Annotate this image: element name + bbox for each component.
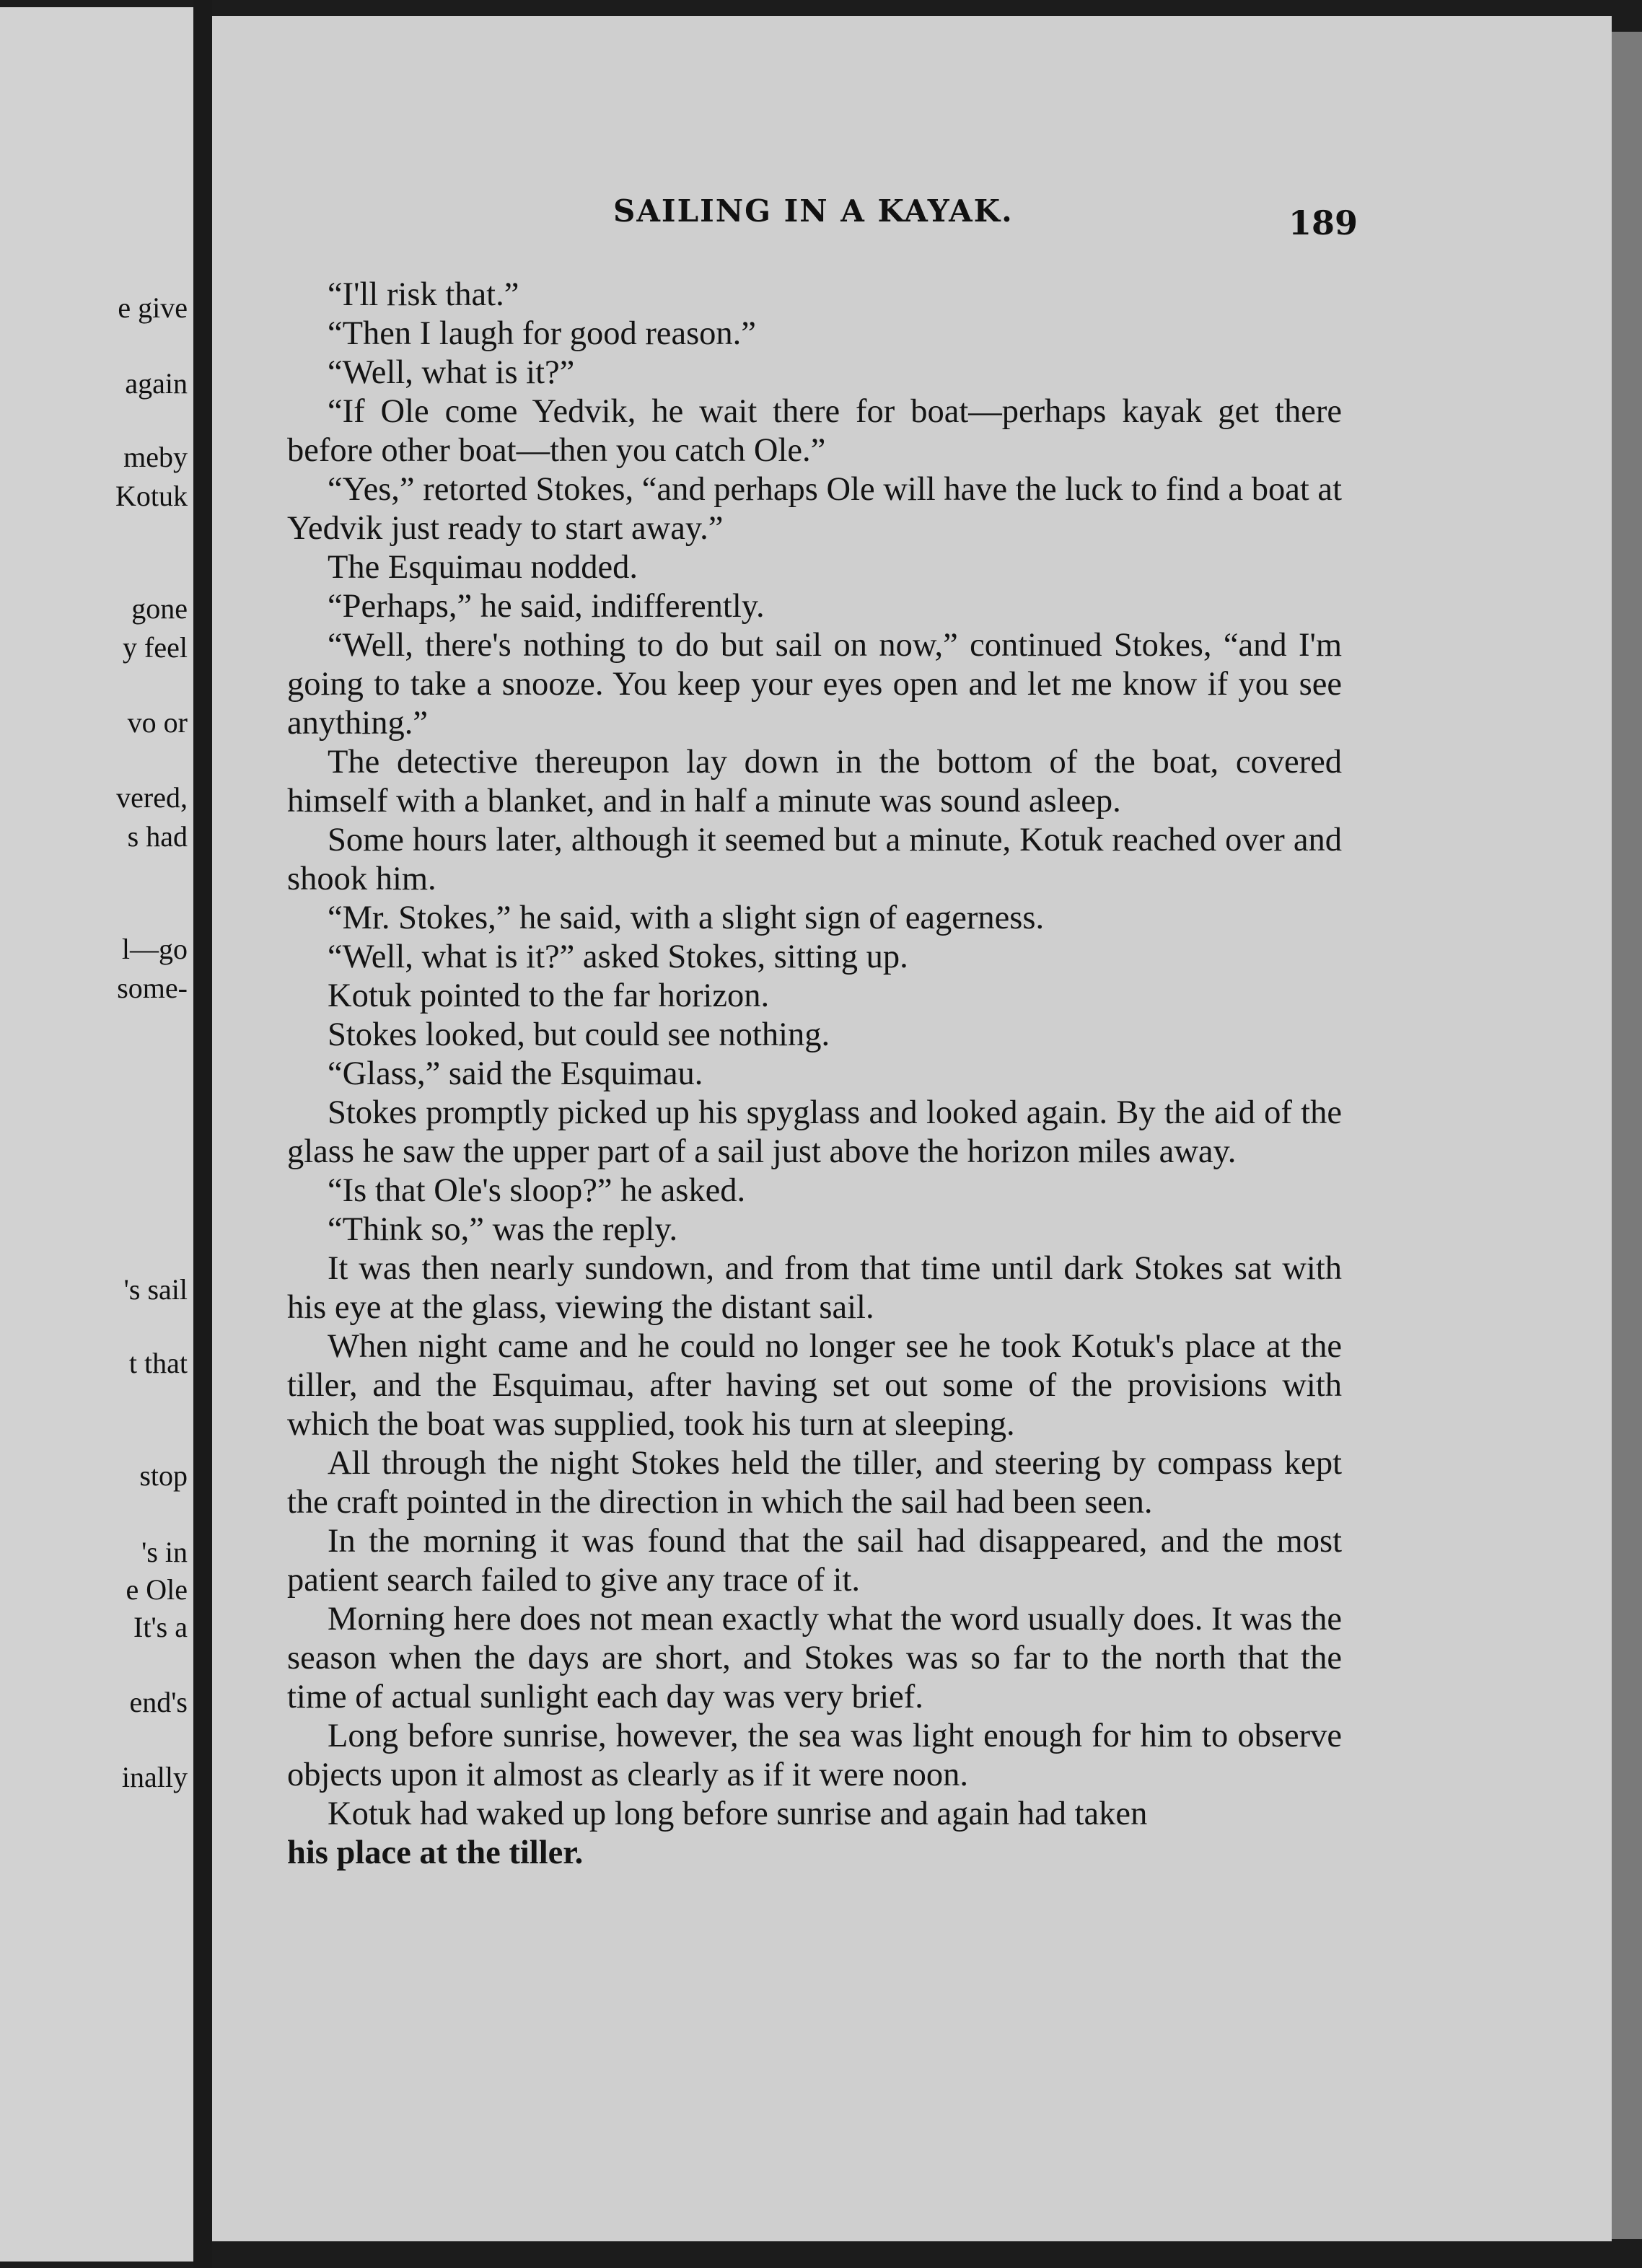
body-text: [287, 276, 1342, 1873]
paragraph: “Perhaps,” he said, indifferently.: [328, 588, 765, 625]
book-gutter: [193, 0, 212, 2268]
page-edge: [1612, 32, 1642, 2239]
paragraph: Stokes promptly picked up his spyglass and looked again. By the aid of the glass he saw the upper part of a sail just above the horizon miles away.: [287, 1094, 1342, 1170]
left-text-fragment: y feel: [123, 631, 188, 664]
paragraph: Kotuk had waked up long before sunrise and again had taken: [328, 1796, 1148, 1832]
paragraph: “If Ole come Yedvik, he wait there for boat—perhaps kayak get there before other boat—then you catch Ole.”: [287, 393, 1342, 469]
paragraph: “I'll risk that.”: [328, 276, 519, 313]
left-text-fragment: 's in: [141, 1536, 188, 1568]
paragraph: Kotuk pointed to the far horizon.: [328, 977, 770, 1014]
left-text-fragment: l—go: [121, 933, 188, 965]
paragraph: “Then I laugh for good reason.”: [328, 315, 756, 352]
paragraph: All through the night Stokes held the tiller, and steering by compass kept the craft pointed in the direction in which the sail had been seen.: [287, 1445, 1342, 1521]
left-text-fragment: e give: [118, 291, 188, 324]
paragraph: In the morning it was found that the sail had disappeared, and the most patient search failed to give any trace of it.: [287, 1523, 1342, 1599]
paragraph: It was then nearly sundown, and from that time until dark Stokes sat with his eye at the glass, viewing the distant sail.: [287, 1250, 1342, 1326]
left-text-fragment: inally: [121, 1761, 188, 1793]
left-text-fragment: vo or: [127, 706, 188, 739]
left-text-fragment: meby: [123, 441, 188, 473]
left-text-fragment: s had: [127, 820, 188, 853]
paragraph: Stokes looked, but could see nothing.: [328, 1016, 830, 1053]
left-text-fragment: some-: [117, 972, 188, 1004]
left-text-fragment: stop: [139, 1459, 188, 1492]
paragraph: Some hours later, although it seemed but a minute, Kotuk reached over and shook him.: [287, 822, 1342, 897]
paragraph: The Esquimau nodded.: [328, 549, 638, 586]
paragraph: “Glass,” said the Esquimau.: [328, 1055, 703, 1092]
paragraph: The detective thereupon lay down in the bottom of the boat, covered himself with a blanket, and in half a minute was sound asleep.: [287, 744, 1342, 819]
left-text-fragment: t that: [128, 1347, 188, 1379]
paragraph: “Well, what is it?”: [328, 354, 575, 391]
left-text-fragment: 's sail: [123, 1273, 188, 1306]
paragraph: “Yes,” retorted Stokes, “and perhaps Ole will have the luck to find a boat at Yedvik just ready to start away.”: [287, 471, 1342, 547]
paragraph-continuation: [287, 1834, 1342, 1873]
paragraph: When night came and he could no longer see he took Kotuk's place at the tiller, and the Esquimau, after having set out some of the provisions with which the boat was supplied, took his turn at sleeping.: [287, 1328, 1342, 1443]
left-text-fragment: e Ole: [126, 1573, 188, 1606]
paragraph: “Well, what is it?” asked Stokes, sitting up.: [328, 939, 908, 975]
left-text-fragment: end's: [129, 1686, 188, 1718]
left-text-fragment: Kotuk: [115, 480, 188, 512]
paragraph: “Think so,” was the reply.: [328, 1211, 678, 1248]
paragraph: “Mr. Stokes,” he said, with a slight sign of eagerness.: [328, 900, 1045, 936]
left-text-fragment: vered,: [116, 781, 188, 814]
page-number: 189: [1288, 203, 1358, 242]
paragraph: Morning here does not mean exactly what the word usually does. It was the season when the days are short, and Stokes was so far to the north that the time of actual sunlight each day was very brief.: [287, 1601, 1342, 1715]
left-text-fragment: It's a: [133, 1611, 188, 1643]
bold-text: his place at the tiller.: [287, 1834, 584, 1871]
running-head: SAILING IN A KAYAK.: [613, 193, 1014, 229]
left-text-fragment: gone: [131, 592, 188, 625]
paragraph: “Well, there's nothing to do but sail on now,” continued Stokes, “and I'm going to take a snooze. You keep your eyes open and let me know if you see anything.”: [287, 627, 1342, 742]
left-text-fragment: again: [125, 367, 188, 400]
left-page-fragment: [0, 7, 193, 2262]
paragraph: Long before sunrise, however, the sea was light enough for him to observe objects upon it almost as clearly as if it were noon.: [287, 1718, 1342, 1793]
paragraph: “Is that Ole's sloop?” he asked.: [328, 1172, 746, 1209]
